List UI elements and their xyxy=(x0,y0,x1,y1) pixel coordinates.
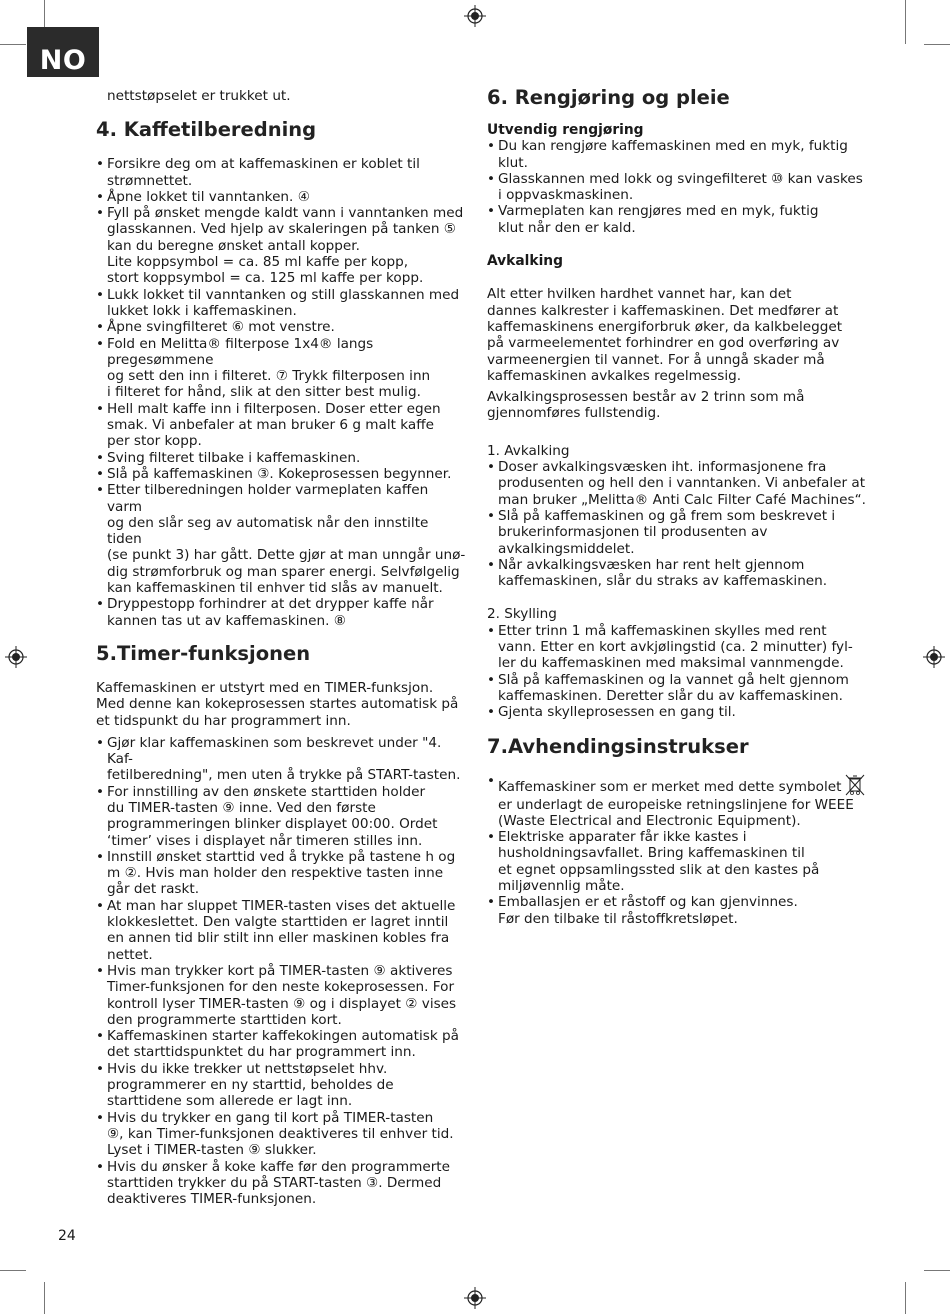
list-item: • Lukk lokket til vanntanken og still glasskannen med lukket lokk i kaffemaskinen. xyxy=(96,287,466,320)
section-7-heading: 7.Avhendingsinstrukser xyxy=(487,734,749,758)
section-5-paragraph: Kaffemaskinen er utstyrt med en TIMER-funksjon. Med denne kan kokeprosessen startes automatisk på et tidspunkt du har programmert inn. xyxy=(96,679,459,729)
list-item: • Varmeplaten kan rengjøres med en myk, fuktig klut når den er kald. xyxy=(487,203,867,236)
section-7-list xyxy=(487,773,867,927)
crossed-out-bin-icon xyxy=(844,773,866,797)
descaling-subheading: Avkalking xyxy=(487,253,563,270)
list-item-text: Kaffemaskiner som er merket med dette symbolet xyxy=(498,778,842,795)
intro-line: nettstøpselet er trukket ut. xyxy=(107,88,291,104)
registration-mark-icon xyxy=(923,646,945,668)
step-2-label: 2. Skylling xyxy=(487,606,557,623)
list-item: • Emballasjen er et råstoff og kan gjenvinnes. Før den tilbake til råstoffkretsløpet. xyxy=(487,894,867,927)
list-item: • Hvis du trykker en gang til kort på TIMER-tasten ⑨, kan Timer-funksjonen deaktiveres til enhver tid. Lyset i TIMER-tasten ⑨ slukker. xyxy=(96,1110,466,1159)
registration-mark-icon xyxy=(5,646,27,668)
list-item: • Fold en Melitta® filterpose 1x4® langs pregesømmene og sett den inn i filteret. ⑦ Trykk filterposen inn i filteret for hånd, slik at den sitter best mulig. xyxy=(96,336,466,401)
crop-mark xyxy=(924,1270,950,1271)
list-item: • Fyll på ønsket mengde kaldt vann i vanntanken med glasskannen. Ved hjelp av skaleringen på tanken ⑤ kan du beregne ønsket antall kopper. Lite koppsymbol = ca. 85 ml kaffe per kopp, stort koppsymbol = ca. 125 ml kaffe per kopp. xyxy=(96,205,466,286)
section-6-heading: 6. Rengjøring og pleie xyxy=(487,86,730,109)
section-5-list xyxy=(96,735,466,1208)
list-item: • Åpne lokket til vanntanken. ④ xyxy=(96,189,466,205)
list-item: • Etter tilberedningen holder varmeplaten kaffen varm og den slår seg av automatisk når den innstilte tiden (se punkt 3) har gått. Dette gjør at man unngår unø- dig strømforbruk og man sparer energi. Selvfølgelig kan kaffemaskinen til enhver tid slås av manuelt. xyxy=(96,482,466,596)
step-1-list xyxy=(487,459,867,589)
list-item: • Hvis man trykker kort på TIMER-tasten ⑨ aktiveres Timer-funksjonen for den neste kokeprosessen. For kontroll lyser TIMER-tasten ⑨ og i displayet ② vises den programmerte starttiden kort. xyxy=(96,963,466,1028)
list-item: • Slå på kaffemaskinen og la vannet gå helt gjennom kaffemaskinen. Deretter slår du av kaffemaskinen. xyxy=(487,672,867,705)
external-cleaning-list xyxy=(487,138,867,236)
crop-mark xyxy=(905,0,906,44)
list-item: • Kaffemaskinen starter kaffekokingen automatisk på det starttidspunktet du har programmert inn. xyxy=(96,1028,466,1061)
right-column xyxy=(487,88,867,927)
list-item: • Slå på kaffemaskinen og gå frem som beskrevet i brukerinformasjonen til produsenten av avkalkingsmiddelet. xyxy=(487,508,867,557)
crop-mark xyxy=(905,1282,906,1314)
language-badge: NO xyxy=(27,27,99,77)
step-1-label: 1. Avkalking xyxy=(487,442,570,459)
list-item: • Gjenta skylleprosessen en gang til. xyxy=(487,704,867,720)
list-item: • Forsikre deg om at kaffemaskinen er koblet til strømnettet. xyxy=(96,156,466,189)
list-item: • Slå på kaffemaskinen ③. Kokeprosessen begynner. xyxy=(96,466,466,482)
step-2-list xyxy=(487,623,867,721)
list-item: • Hvis du ønsker å koke kaffe før den programmerte starttiden trykker du på START-tasten ③. Dermed deaktiveres TIMER-funksjonen. xyxy=(96,1159,466,1208)
list-item: • Hell malt kaffe inn i filterposen. Doser etter egen smak. Vi anbefaler at man bruker 6 g malt kaffe per stor kopp. xyxy=(96,401,466,450)
list-item: • Etter trinn 1 må kaffemaskinen skylles med rent vann. Etter en kort avkjølingstid (ca. 2 minutter) fyl- ler du kaffemaskinen med maksimal vannmengde. xyxy=(487,623,867,672)
external-cleaning-subheading: Utvendig rengjøring xyxy=(487,122,644,138)
list-item: • Doser avkalkingsvæsken iht. informasjonene fra produsenten og hell den i vanntanken. Vi anbefaler at man bruker „Melitta® Anti Calc Filter Café Machines“. xyxy=(487,459,867,508)
registration-mark-icon xyxy=(464,1287,486,1309)
list-item: • Hvis du ikke trekker ut nettstøpselet hhv. programmerer en ny starttid, beholdes de starttidene som allerede er lagt inn. xyxy=(96,1061,466,1110)
registration-mark-icon xyxy=(464,5,486,27)
section-5-heading: 5.Timer-funksjonen xyxy=(96,641,311,665)
section-4-heading: 4. Kaffetilberedning xyxy=(96,118,317,142)
crop-mark xyxy=(0,44,26,45)
list-item: • Innstill ønsket starttid ved å trykke på tastene h og m ②. Hvis man holder den respektive tasten inne går det raskt. xyxy=(96,849,466,898)
list-item-text: er underlagt de europeiske retningslinjene for WEEE (Waste Electrical and Electronic Equipment). xyxy=(498,796,854,829)
crop-mark xyxy=(0,1270,26,1271)
section-4-list xyxy=(96,156,466,629)
left-column xyxy=(96,88,466,1207)
crop-mark xyxy=(924,44,950,45)
list-item: • Når avkalkingsvæsken har rent helt gjennom kaffemaskinen, slår du straks av kaffemaskinen. xyxy=(487,557,867,590)
list-item: • At man har sluppet TIMER-tasten vises det aktuelle klokkeslettet. Den valgte starttiden er lagret inntil en annen tid blir stilt inn eller maskinen kobles fra nettet. xyxy=(96,898,466,963)
list-item: • For innstilling av den ønskete starttiden holder du TIMER-tasten ⑨ inne. Ved den første programmeringen blinker displayet 00:00. Ordet ‘timer’ vises i displayet når timeren stilles inn. xyxy=(96,784,466,849)
list-item: • Åpne svingfilteret ⑥ mot venstre. xyxy=(96,319,466,335)
list-item: • Gjør klar kaffemaskinen som beskrevet under "4. Kaf- fetilberedning", men uten å trykke på START-tasten. xyxy=(96,735,466,784)
descaling-paragraph: Avkalkingsprosessen består av 2 trinn som må gjennomføres fullstendig. xyxy=(487,389,805,422)
descaling-paragraph: Alt etter hvilken hardhet vannet har, kan det dannes kalkrester i kaffemaskinen. Det medfører at kaffemaskinens energiforbruk øker, da kalkbelegget på varmeelementet forhindrer en god overføring av varmeenergien til vannet. For å unngå skader må kaffemaskinen avkalkes regelmessig. xyxy=(487,286,843,384)
list-item: • Dryppestopp forhindrer at det drypper kaffe når kannen tas ut av kaffemaskinen. ⑧ xyxy=(96,596,466,629)
crop-mark xyxy=(44,1282,45,1314)
list-item: • Elektriske apparater får ikke kastes i husholdningsavfallet. Bring kaffemaskinen til et egnet oppsamlingssted slik at den kastes på miljøvennlig måte. xyxy=(487,829,867,894)
page-number: 24 xyxy=(58,1228,76,1244)
list-item xyxy=(487,773,867,830)
list-item: • Sving filteret tilbake i kaffemaskinen. xyxy=(96,450,466,466)
list-item: • Glasskannen med lokk og svingefilteret ⑩ kan vaskes i oppvaskmaskinen. xyxy=(487,171,867,204)
list-item: • Du kan rengjøre kaffemaskinen med en myk, fuktig klut. xyxy=(487,138,867,171)
